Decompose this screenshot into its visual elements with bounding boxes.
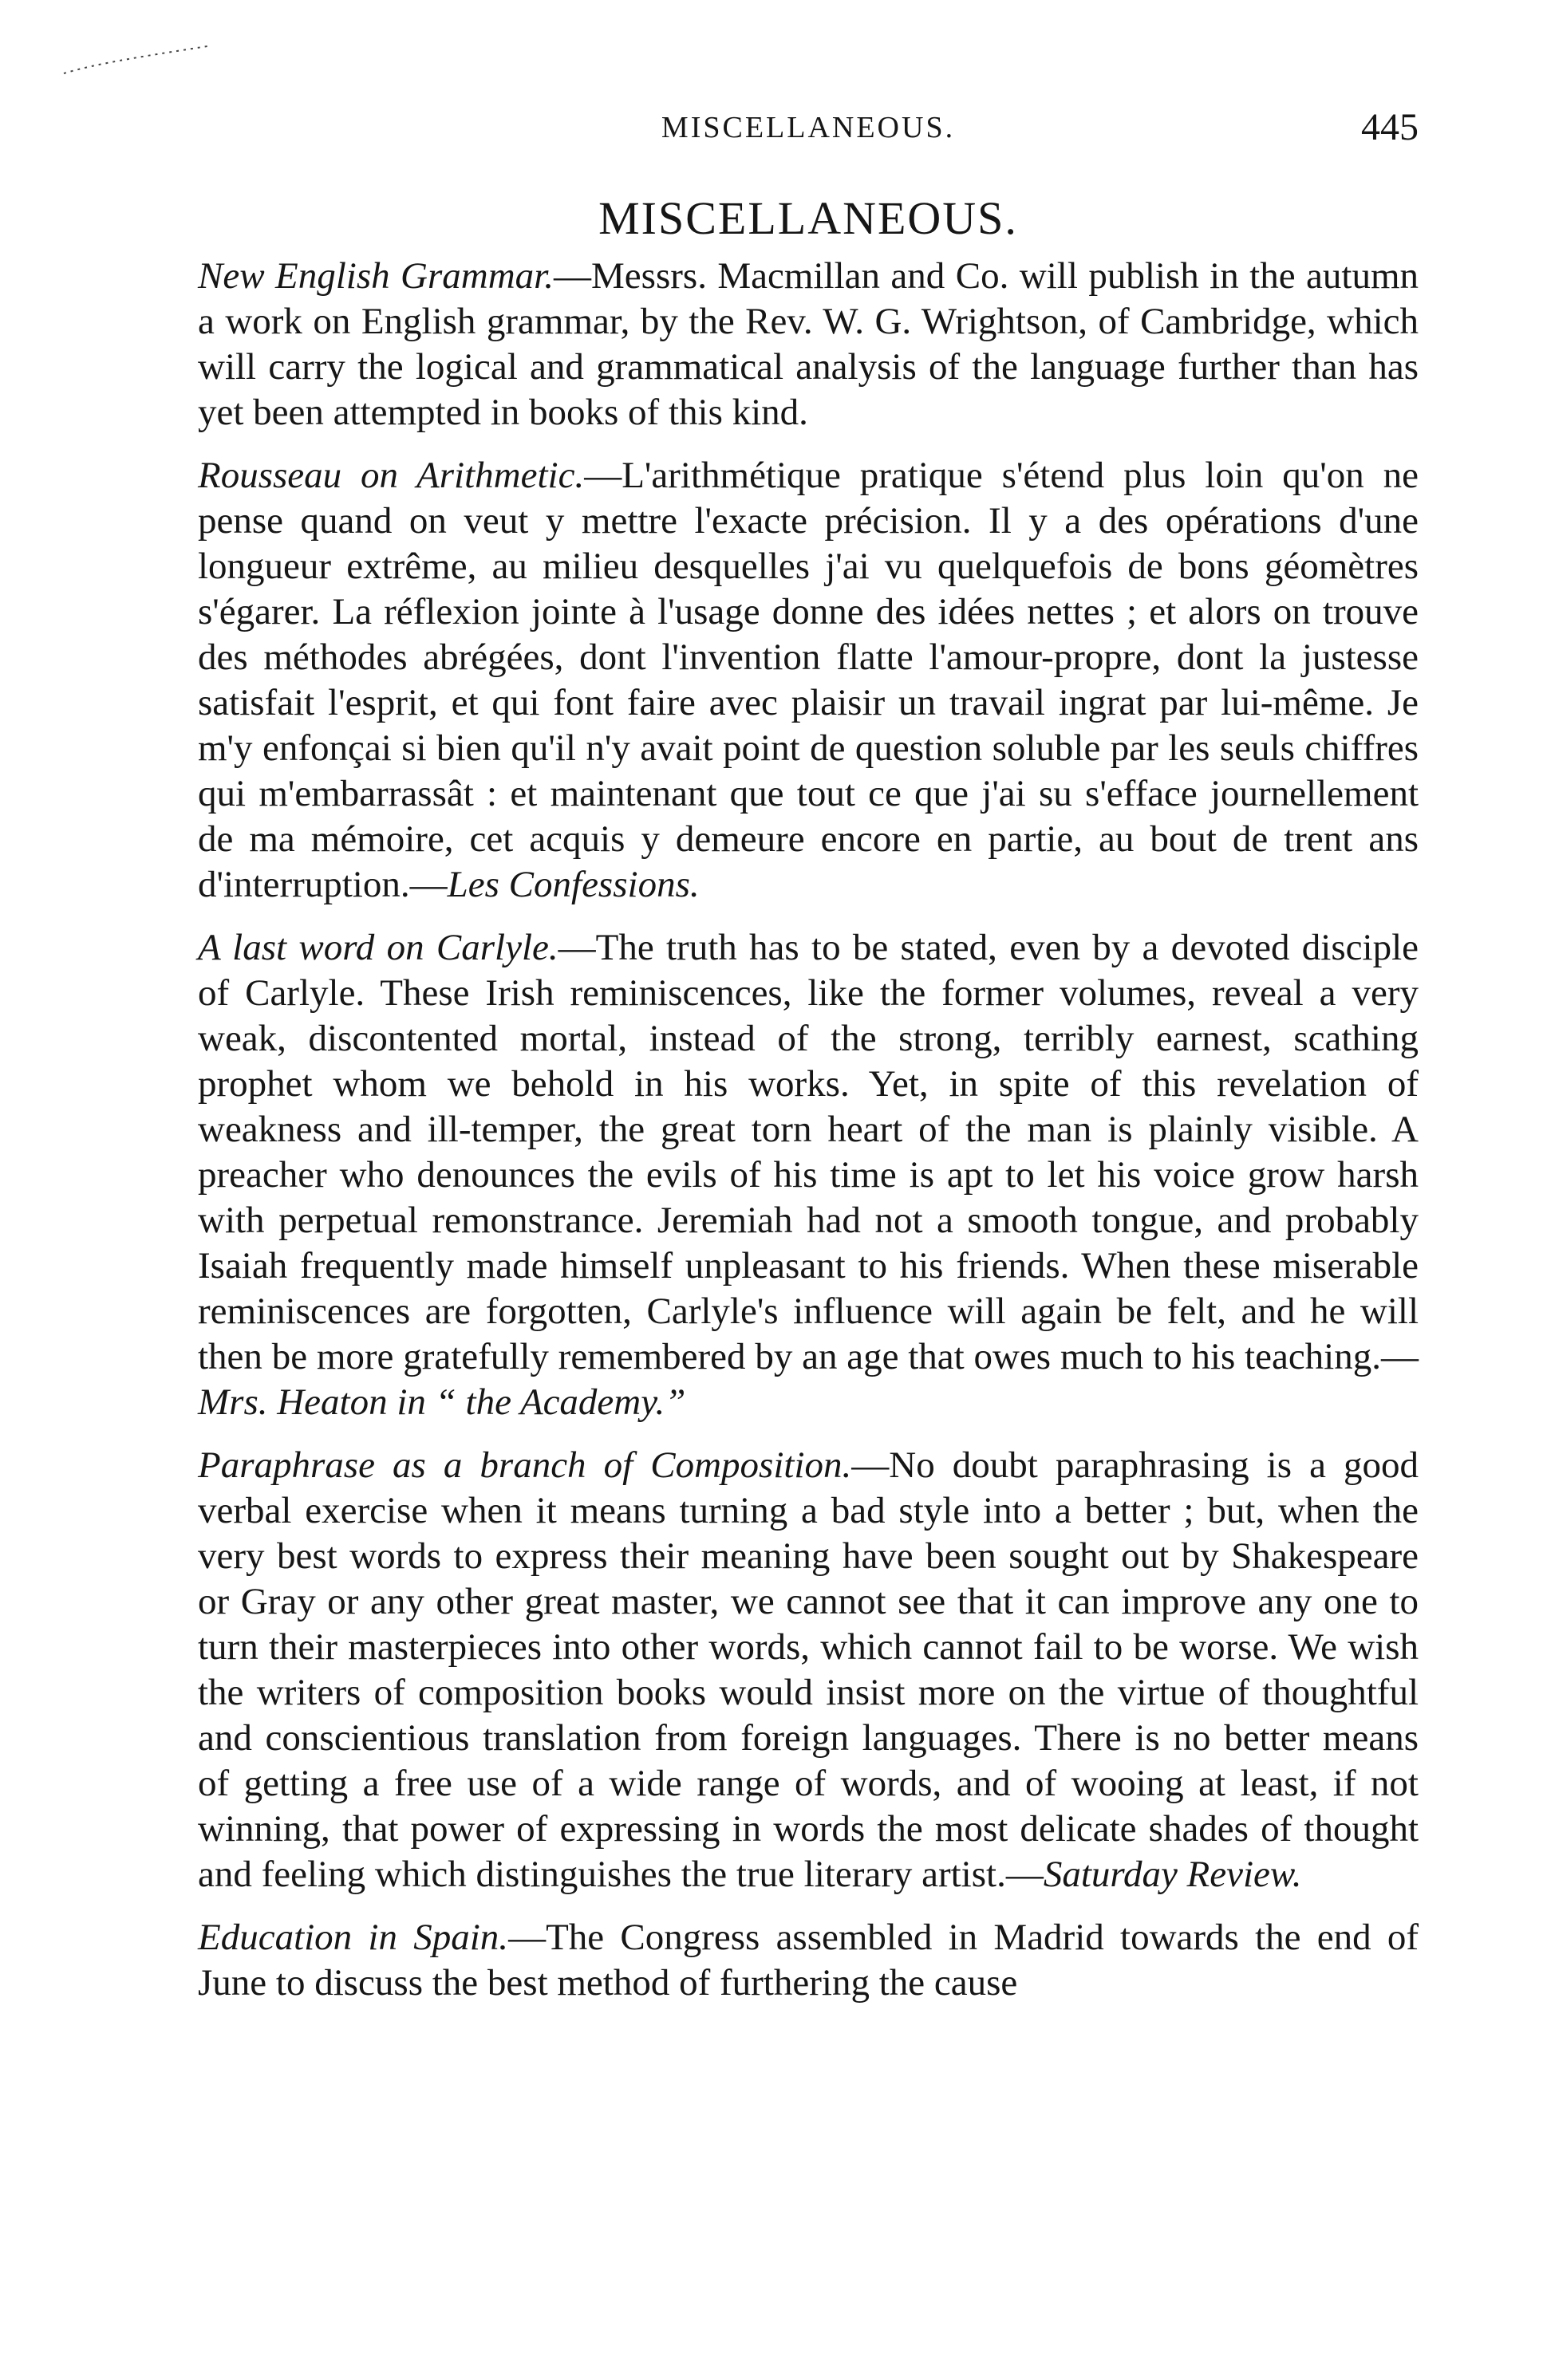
running-header <box>198 106 1419 158</box>
article-source: Les Confessions. <box>447 864 700 905</box>
article-lead: A last word on Carlyle. <box>198 927 558 968</box>
print-specks-decoration <box>48 16 239 80</box>
article-source: Saturday Review. <box>1043 1854 1302 1895</box>
section-title: MISCELLANEOUS. <box>598 192 1018 244</box>
article-body: —The Congress assembled in Madrid towards the end of June to discuss the best method of furthering the cause <box>198 1917 1419 2004</box>
article-paraphrase <box>198 1443 1419 1897</box>
article-source: Mrs. Heaton in “ the Academy.” <box>198 1381 686 1423</box>
article-body: —The truth has to be stated, even by a devoted disciple of Carlyle. These Irish reminiscences, like the former volumes, reveal a very weak, discontented mortal, instead of the strong, terribly earnest, scathing prophet whom we behold in his works. Yet, in spite of this revelation of weakness and ill-temper, the great torn heart of the man is plainly visible. A preacher who denounces the evils of his time is apt to let his voice grow harsh with perpetual remonstrance. Jeremiah had not a smooth tongue, and probably Isaiah frequently made himself unpleasant to his friends. When these miserable reminiscences are forgotten, Carlyle's influence will again be felt, and he will then be more gratefully remembered by an age that owes much to his teaching.— <box>198 927 1419 1377</box>
article-new-english-grammar <box>198 254 1419 435</box>
article-lead: Education in Spain. <box>198 1917 509 1958</box>
page-number: 445 <box>1361 106 1419 148</box>
article-body: —No doubt paraphrasing is a good verbal exercise when it means turning a bad style into a better ; but, when the very best words to express their meaning have been sought out by Shakespeare or Gray or any other great master, we cannot see that it can improve any one to turn their masterpieces into other words, which cannot fail to be worse. We wish the writers of composition books would insist more on the virtue of thoughtful and conscientious translation from foreign languages. There is no better means of getting a free use of a wide range of words, and of wooing at least, if not winning, that power of expressing in words the most delicate shades of thought and feeling which distinguishes the true literary artist.— <box>198 1444 1419 1895</box>
article-body: —L'arithmétique pratique s'étend plus loin qu'on ne pense quand on veut y mettre l'exacte précision. Il y a des opérations d'une longueur extrême, au milieu desquelles j'ai vu quelquefois de bons géomètres s'égarer. La réflexion jointe à l'usage donne des idées nettes ; et alors on trouve des méthodes abrégées, dont l'invention flatte l'amour-propre, dont la justesse satisfait l'esprit, et qui font faire avec plaisir un travail ingrat par lui-même. Je m'y enfonçai si bien qu'il n'y avait point de question soluble par les seuls chiffres qui m'embarrassât : et maintenant que tout ce que j'ai su s'efface journellement de ma mémoire, cet acquis y demeure encore en partie, au bout de trent ans d'interruption.— <box>198 455 1419 905</box>
running-title: MISCELLANEOUS. <box>661 111 956 144</box>
article-lead: Rousseau on Arithmetic. <box>198 455 585 496</box>
article-body: —Messrs. Macmillan and Co. will publish in the autumn a work on English grammar, by the Rev. W. G. Wrightson, of Cambridge, which will carry the logical and grammatical analysis of the language further than has yet been attempted in books of this kind. <box>198 255 1419 433</box>
article-lead: Paraphrase as a branch of Composition. <box>198 1444 852 1486</box>
article-lead: New English Grammar. <box>198 255 554 297</box>
article-education-spain <box>198 1915 1419 2006</box>
article-list <box>198 254 1419 2023</box>
article-carlyle <box>198 925 1419 1425</box>
article-rousseau-arithmetic <box>198 453 1419 908</box>
